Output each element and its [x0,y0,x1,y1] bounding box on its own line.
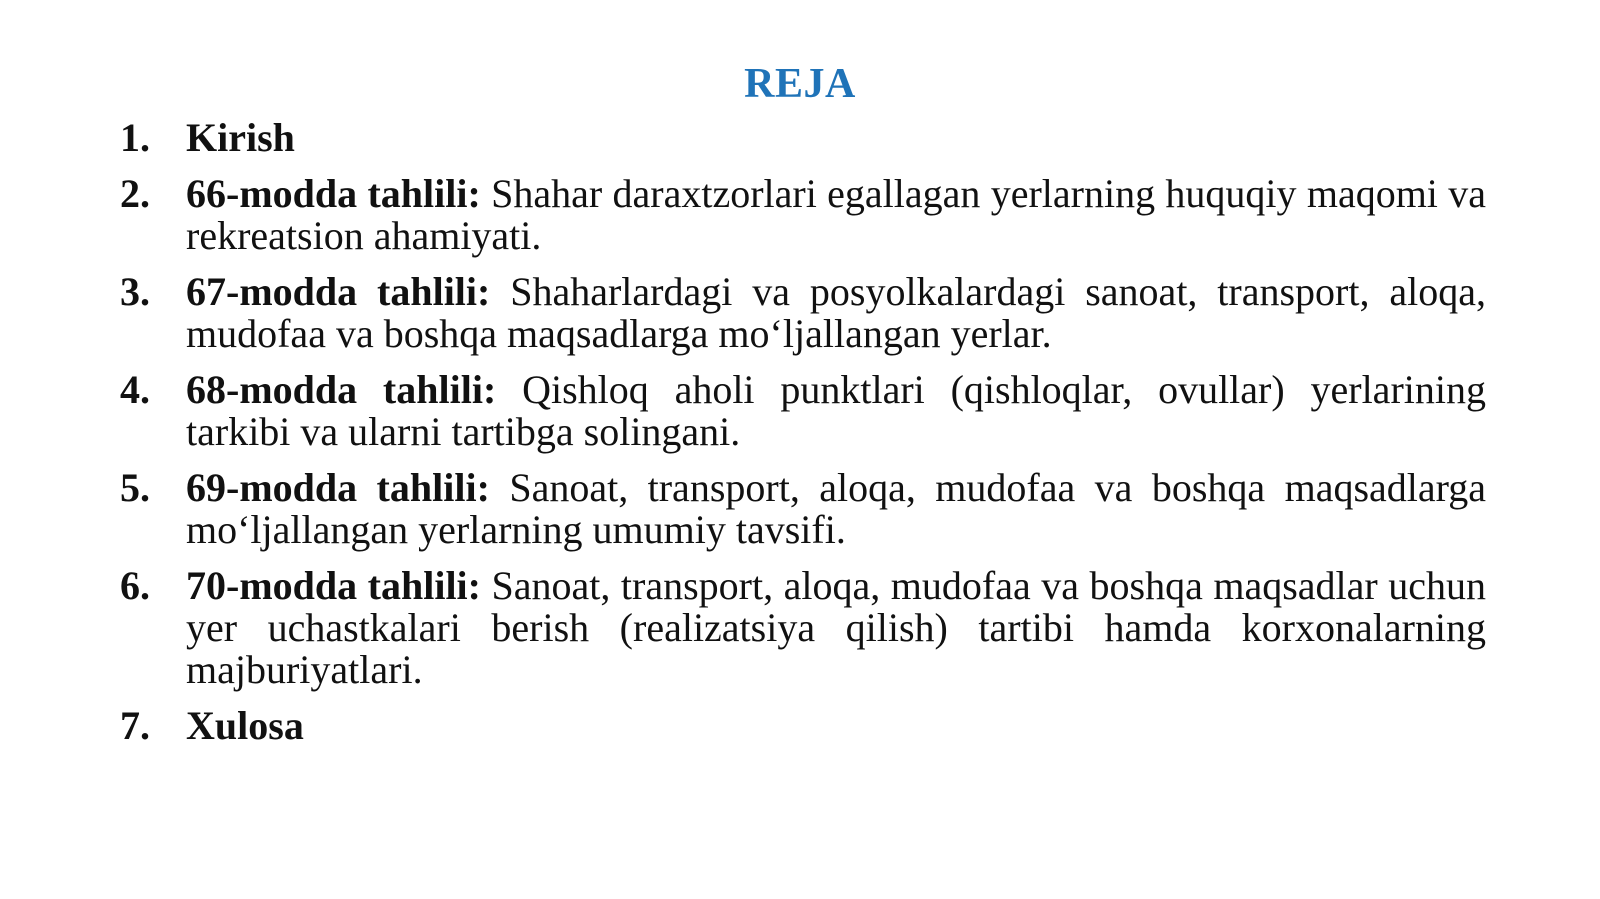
plan-item-number: 6. [120,563,150,608]
plan-item-heading: 67-modda tahlili: [186,269,491,314]
slide-title: REJA [744,61,856,107]
plan-item-number: 4. [120,367,150,412]
plan-item-text [186,565,1486,691]
plan-item-2 [120,173,1486,257]
plan-item-5 [120,467,1486,551]
plan-item-heading: 70-modda tahlili: [186,563,481,608]
plan-item-body: Shaharlardagi va posyolkalardagi sanoat, transport, aloqa, mudofaa va boshqa maqsadlarga moʻljallangan yerlar. [186,269,1486,356]
plan-item-number: 1. [120,115,150,160]
plan-item-number: 2. [120,171,150,216]
plan-item-heading: Kirish [186,115,295,160]
plan-list [120,117,1486,761]
plan-item-body: Shahar daraxtzorlari egallagan yerlarning huquqiy maqomi va rekreatsion ahamiyati. [186,171,1486,258]
plan-item-text [186,705,1486,747]
plan-item-number: 7. [120,703,150,748]
plan-item-text [186,271,1486,355]
plan-item-heading: 66-modda tahlili: [186,171,481,216]
plan-item-text [186,369,1486,453]
plan-item-body: Qishloq aholi punktlari (qishloqlar, ovullar) yerlarining tarkibi va ularni tartibga solingani. [186,367,1486,454]
plan-item-body: Sanoat, transport, aloqa, mudofaa va boshqa maqsadlarga moʻljallangan yerlarning umumiy tavsifi. [186,465,1486,552]
plan-item-1 [120,117,1486,159]
plan-item-text [186,173,1486,257]
plan-item-4 [120,369,1486,453]
plan-item-heading: 68-modda tahlili: [186,367,497,412]
plan-item-text [186,117,1486,159]
plan-item-heading: Xulosa [186,703,304,748]
plan-item-6 [120,565,1486,691]
plan-item-7 [120,705,1486,747]
plan-item-body: Sanoat, transport, aloqa, mudofaa va boshqa maqsadlar uchun yer uchastkalari berish (realizatsiya qilish) tartibi hamda korxonalarning majburiyatlari. [186,563,1486,692]
plan-item-heading: 69-modda tahlili: [186,465,490,510]
plan-item-number: 5. [120,465,150,510]
plan-item-text [186,467,1486,551]
plan-item-number: 3. [120,269,150,314]
plan-item-3 [120,271,1486,355]
